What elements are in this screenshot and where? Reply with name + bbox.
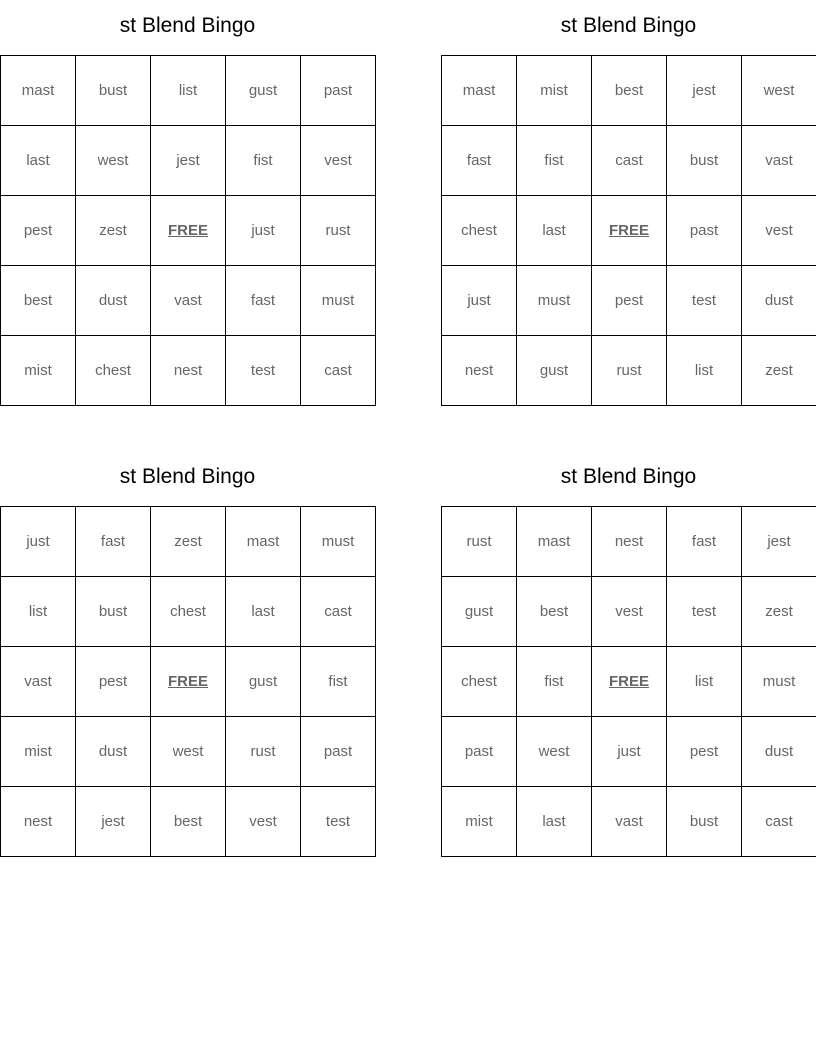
card-title: st Blend Bingo: [119, 465, 256, 488]
free-space-cell: FREE: [151, 647, 226, 717]
bingo-cell: test: [301, 787, 376, 857]
bingo-cell: cast: [301, 336, 376, 406]
bingo-cell: best: [151, 787, 226, 857]
bingo-grid: [0, 506, 376, 857]
free-space-cell: FREE: [592, 647, 667, 717]
bingo-cell: vast: [151, 266, 226, 336]
grid-row: [1, 507, 376, 577]
bingo-cell: just: [1, 507, 76, 577]
free-space-cell: FREE: [151, 196, 226, 266]
bingo-cell: jest: [151, 126, 226, 196]
grid-row: [1, 336, 376, 406]
bingo-cell: chest: [76, 336, 151, 406]
bingo-cell: fist: [517, 647, 592, 717]
grid-row: [442, 196, 816, 266]
bingo-cell: test: [667, 266, 742, 336]
grid-row: [442, 507, 816, 577]
grid-row: [1, 787, 376, 857]
bingo-cell: vast: [1, 647, 76, 717]
bingo-cell: test: [667, 577, 742, 647]
bingo-cell: mast: [1, 56, 76, 126]
card-title: st Blend Bingo: [560, 465, 697, 488]
bingo-cell: last: [517, 196, 592, 266]
bingo-cell: bust: [667, 787, 742, 857]
bingo-cell: fast: [667, 507, 742, 577]
bingo-cell: dust: [742, 266, 816, 336]
bingo-cell: pest: [1, 196, 76, 266]
bingo-cell: chest: [442, 196, 517, 266]
card-title: st Blend Bingo: [560, 14, 697, 37]
bingo-cell: fist: [301, 647, 376, 717]
bingo-cell: zest: [76, 196, 151, 266]
bingo-cell: test: [226, 336, 301, 406]
bingo-cell: west: [151, 717, 226, 787]
bingo-cell: vast: [742, 126, 816, 196]
bingo-cell: zest: [742, 336, 816, 406]
grid-row: [442, 717, 816, 787]
bingo-cell: just: [226, 196, 301, 266]
bingo-cell: must: [301, 266, 376, 336]
bingo-cell: last: [1, 126, 76, 196]
bingo-cell: best: [1, 266, 76, 336]
bingo-cell: must: [517, 266, 592, 336]
bingo-cell: dust: [76, 717, 151, 787]
bingo-cell: best: [592, 56, 667, 126]
grid-row: [442, 647, 816, 717]
bingo-cell: nest: [1, 787, 76, 857]
grid-row: [442, 787, 816, 857]
bingo-cell: past: [442, 717, 517, 787]
bingo-cell: rust: [301, 196, 376, 266]
bingo-cell: mast: [517, 507, 592, 577]
bingo-cell: chest: [151, 577, 226, 647]
bingo-cell: fist: [226, 126, 301, 196]
bingo-cell: best: [517, 577, 592, 647]
bingo-cell: bust: [76, 56, 151, 126]
bingo-grid: [441, 506, 816, 857]
bingo-cell: mist: [517, 56, 592, 126]
bingo-cell: vest: [226, 787, 301, 857]
bingo-cell: list: [667, 336, 742, 406]
bingo-cell: dust: [76, 266, 151, 336]
bingo-card-2: [441, 0, 816, 406]
bingo-cell: mist: [1, 717, 76, 787]
bingo-cell: past: [667, 196, 742, 266]
grid-row: [442, 336, 816, 406]
grid-row: [1, 717, 376, 787]
bingo-cell: west: [76, 126, 151, 196]
grid-row: [442, 126, 816, 196]
bingo-cell: gust: [517, 336, 592, 406]
bingo-cell: vast: [592, 787, 667, 857]
bingo-cell: list: [667, 647, 742, 717]
bingo-cell: gust: [226, 647, 301, 717]
grid-row: [442, 56, 816, 126]
bingo-cell: rust: [226, 717, 301, 787]
bingo-grid: [441, 55, 816, 406]
bingo-cell: cast: [742, 787, 816, 857]
bingo-cell: jest: [742, 507, 816, 577]
bingo-cell: mast: [442, 56, 517, 126]
bingo-cell: fast: [226, 266, 301, 336]
grid-row: [442, 266, 816, 336]
bingo-cell: jest: [667, 56, 742, 126]
bingo-cell: dust: [742, 717, 816, 787]
grid-row: [1, 196, 376, 266]
bingo-cell: nest: [151, 336, 226, 406]
bingo-cell: mist: [442, 787, 517, 857]
bingo-cell: list: [1, 577, 76, 647]
card-title: st Blend Bingo: [119, 14, 256, 37]
bingo-cell: list: [151, 56, 226, 126]
grid-row: [442, 577, 816, 647]
bingo-cell: mist: [1, 336, 76, 406]
bingo-cell: vest: [592, 577, 667, 647]
grid-row: [1, 266, 376, 336]
grid-row: [1, 647, 376, 717]
bingo-cell: bust: [667, 126, 742, 196]
bingo-cell: vest: [301, 126, 376, 196]
grid-row: [1, 56, 376, 126]
bingo-cell: pest: [592, 266, 667, 336]
bingo-card-3: [0, 451, 375, 857]
bingo-cell: past: [301, 717, 376, 787]
bingo-cell: gust: [442, 577, 517, 647]
bingo-cell: fast: [76, 507, 151, 577]
bingo-cell: must: [301, 507, 376, 577]
bingo-cell: last: [226, 577, 301, 647]
bingo-cell: rust: [592, 336, 667, 406]
free-space-cell: FREE: [592, 196, 667, 266]
bingo-cell: rust: [442, 507, 517, 577]
bingo-cell: must: [742, 647, 816, 717]
bingo-card-1: [0, 0, 375, 406]
bingo-cell: cast: [592, 126, 667, 196]
bingo-cell: vest: [742, 196, 816, 266]
bingo-cell: zest: [151, 507, 226, 577]
bingo-cell: chest: [442, 647, 517, 717]
bingo-cell: jest: [76, 787, 151, 857]
bingo-cell: pest: [667, 717, 742, 787]
bingo-cell: west: [742, 56, 816, 126]
bingo-cell: gust: [226, 56, 301, 126]
bingo-grid: [0, 55, 376, 406]
bingo-card-4: [441, 451, 816, 857]
bingo-cell: pest: [76, 647, 151, 717]
bingo-cell: nest: [442, 336, 517, 406]
bingo-cell: bust: [76, 577, 151, 647]
bingo-cell: cast: [301, 577, 376, 647]
grid-row: [1, 577, 376, 647]
bingo-cell: zest: [742, 577, 816, 647]
bingo-cell: nest: [592, 507, 667, 577]
bingo-cell: just: [442, 266, 517, 336]
bingo-cell: fast: [442, 126, 517, 196]
bingo-cell: past: [301, 56, 376, 126]
bingo-cell: last: [517, 787, 592, 857]
bingo-cell: just: [592, 717, 667, 787]
grid-row: [1, 126, 376, 196]
bingo-cell: fist: [517, 126, 592, 196]
bingo-cell: west: [517, 717, 592, 787]
bingo-cell: mast: [226, 507, 301, 577]
